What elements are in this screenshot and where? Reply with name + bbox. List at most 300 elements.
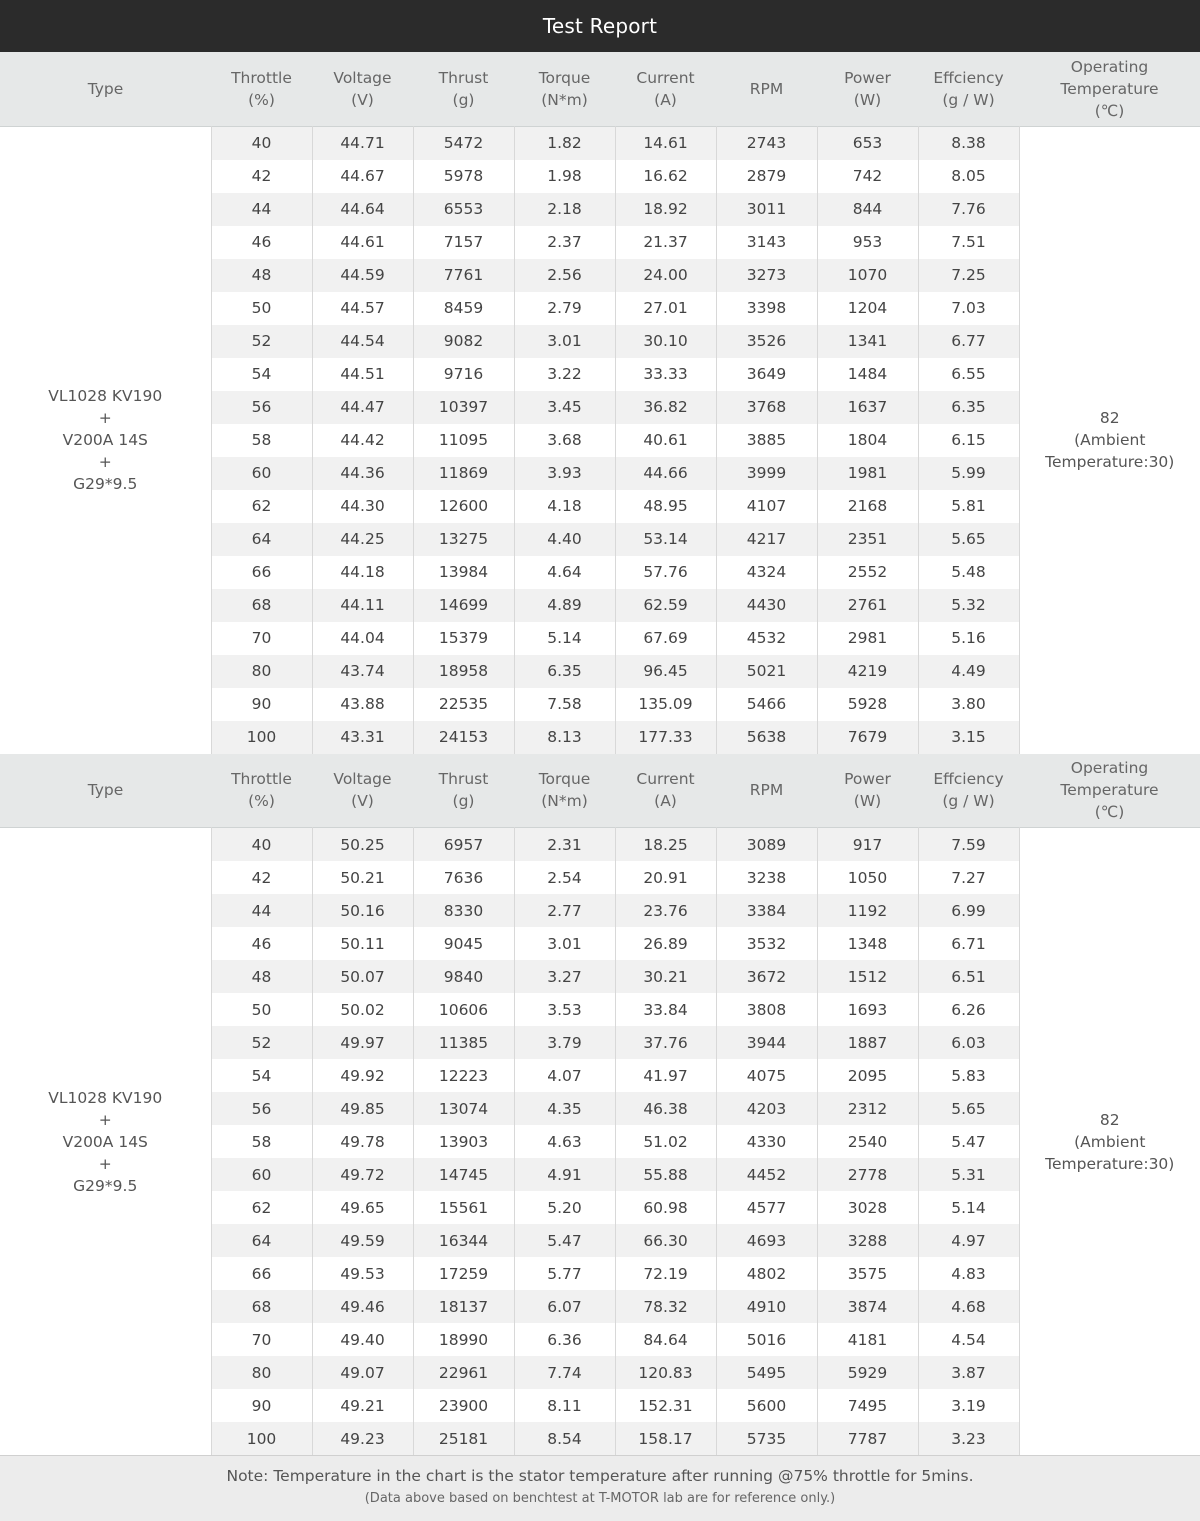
data-cell: 4.83	[918, 1257, 1019, 1290]
data-cell: 2.56	[514, 259, 615, 292]
data-cell: 7157	[413, 226, 514, 259]
data-cell: 3273	[716, 259, 817, 292]
data-cell: 60.98	[615, 1191, 716, 1224]
data-cell: 16.62	[615, 160, 716, 193]
data-cell: 3672	[716, 960, 817, 993]
data-cell: 50	[211, 292, 312, 325]
data-cell: 23.76	[615, 894, 716, 927]
data-cell: 4577	[716, 1191, 817, 1224]
data-cell: 36.82	[615, 391, 716, 424]
data-cell: 2552	[817, 556, 918, 589]
motor-type-cell: VL1028 KV190 + V200A 14S + G29*9.5	[48, 387, 163, 493]
data-cell: 9045	[413, 927, 514, 960]
column-header: Current (A)	[636, 770, 695, 811]
data-cell: 4075	[716, 1059, 817, 1092]
data-cell: 1887	[817, 1026, 918, 1059]
data-cell: 60	[211, 1158, 312, 1191]
data-cell: 4324	[716, 556, 817, 589]
data-cell: 5021	[716, 655, 817, 688]
data-cell: 13984	[413, 556, 514, 589]
data-cell: 44.47	[312, 391, 413, 424]
data-cell: 5.14	[514, 622, 615, 655]
data-cell: 11869	[413, 457, 514, 490]
data-cell: 70	[211, 1323, 312, 1356]
data-cell: 44.54	[312, 325, 413, 358]
data-cell: 5735	[716, 1422, 817, 1455]
data-cell: 46	[211, 226, 312, 259]
data-cell: 6.55	[918, 358, 1019, 391]
data-cell: 44.67	[312, 160, 413, 193]
data-cell: 4910	[716, 1290, 817, 1323]
data-cell: 50.11	[312, 927, 413, 960]
data-cell: 6.35	[918, 391, 1019, 424]
table-header-row	[0, 52, 1200, 126]
data-cell: 43.31	[312, 721, 413, 754]
data-cell: 2351	[817, 523, 918, 556]
data-cell: 58	[211, 424, 312, 457]
data-cell: 7787	[817, 1422, 918, 1455]
column-header: Effciency (g / W)	[933, 770, 1004, 811]
data-cell: 6.07	[514, 1290, 615, 1323]
data-cell: 84.64	[615, 1323, 716, 1356]
data-cell: 7679	[817, 721, 918, 754]
data-cell: 5.16	[918, 622, 1019, 655]
data-cell: 3.01	[514, 325, 615, 358]
data-cell: 653	[817, 126, 918, 160]
data-cell: 6.99	[918, 894, 1019, 927]
data-cell: 1341	[817, 325, 918, 358]
data-cell: 6.51	[918, 960, 1019, 993]
data-cell: 7.59	[918, 828, 1019, 862]
column-header: Voltage (V)	[333, 68, 392, 109]
data-cell: 5.14	[918, 1191, 1019, 1224]
data-cell: 44	[211, 193, 312, 226]
data-cell: 43.88	[312, 688, 413, 721]
column-header: Thrust (g)	[438, 770, 489, 811]
data-cell: 50.07	[312, 960, 413, 993]
data-cell: 48.95	[615, 490, 716, 523]
data-cell: 49.65	[312, 1191, 413, 1224]
data-cell: 152.31	[615, 1389, 716, 1422]
data-cell: 80	[211, 655, 312, 688]
data-cell: 4.07	[514, 1059, 615, 1092]
data-cell: 18.25	[615, 828, 716, 862]
motor-type-cell: VL1028 KV190 + V200A 14S + G29*9.5	[48, 1088, 163, 1195]
data-cell: 5.20	[514, 1191, 615, 1224]
data-cell: 3089	[716, 828, 817, 862]
data-cell: 12600	[413, 490, 514, 523]
data-cell: 90	[211, 688, 312, 721]
data-cell: 5.47	[918, 1125, 1019, 1158]
data-cell: 40	[211, 828, 312, 862]
data-cell: 6553	[413, 193, 514, 226]
data-cell: 12223	[413, 1059, 514, 1092]
column-header: Type	[87, 781, 124, 800]
data-cell: 3.01	[514, 927, 615, 960]
operating-temperature-cell: 82 (Ambient Temperature:30)	[1019, 126, 1200, 754]
data-cell: 40.61	[615, 424, 716, 457]
data-cell: 5.48	[918, 556, 1019, 589]
data-cell: 54	[211, 358, 312, 391]
column-header: Current (A)	[636, 68, 695, 109]
column-header: Thrust (g)	[438, 68, 489, 109]
data-cell: 11385	[413, 1026, 514, 1059]
data-cell: 49.07	[312, 1356, 413, 1389]
column-header: Voltage (V)	[333, 770, 392, 811]
data-cell: 3.27	[514, 960, 615, 993]
data-cell: 3885	[716, 424, 817, 457]
data-cell: 96.45	[615, 655, 716, 688]
data-cell: 90	[211, 1389, 312, 1422]
data-cell: 43.74	[312, 655, 413, 688]
data-cell: 24.00	[615, 259, 716, 292]
data-cell: 1693	[817, 993, 918, 1026]
data-cell: 1484	[817, 358, 918, 391]
data-cell: 49.85	[312, 1092, 413, 1125]
data-cell: 6.77	[918, 325, 1019, 358]
data-cell: 4.18	[514, 490, 615, 523]
data-cell: 2879	[716, 160, 817, 193]
data-cell: 44.64	[312, 193, 413, 226]
data-cell: 24153	[413, 721, 514, 754]
data-cell: 14745	[413, 1158, 514, 1191]
table-header-row	[0, 754, 1200, 828]
data-cell: 8330	[413, 894, 514, 927]
data-cell: 55.88	[615, 1158, 716, 1191]
data-cell: 15379	[413, 622, 514, 655]
data-cell: 1050	[817, 861, 918, 894]
data-cell: 7.03	[918, 292, 1019, 325]
column-header: Effciency (g / W)	[933, 68, 1004, 109]
column-header: Power (W)	[844, 68, 891, 109]
data-cell: 64	[211, 1224, 312, 1257]
data-cell: 4203	[716, 1092, 817, 1125]
data-cell: 4.35	[514, 1092, 615, 1125]
data-cell: 8459	[413, 292, 514, 325]
data-cell: 30.21	[615, 960, 716, 993]
data-cell: 50.02	[312, 993, 413, 1026]
data-cell: 44.30	[312, 490, 413, 523]
data-cell: 49.92	[312, 1059, 413, 1092]
data-cell: 7.25	[918, 259, 1019, 292]
data-cell: 44.59	[312, 259, 413, 292]
table-row	[0, 126, 1200, 160]
data-cell: 44.51	[312, 358, 413, 391]
data-cell: 49.59	[312, 1224, 413, 1257]
data-cell: 18990	[413, 1323, 514, 1356]
data-cell: 135.09	[615, 688, 716, 721]
operating-temperature-cell: 82 (Ambient Temperature:30)	[1019, 828, 1200, 1456]
data-cell: 2743	[716, 126, 817, 160]
column-header: RPM	[749, 781, 784, 800]
column-header: Torque (N*m)	[538, 770, 591, 811]
data-cell: 48	[211, 960, 312, 993]
data-cell: 6.71	[918, 927, 1019, 960]
data-cell: 66	[211, 1257, 312, 1290]
report-title: Test Report	[0, 0, 1200, 52]
data-cell: 5.81	[918, 490, 1019, 523]
data-cell: 1.82	[514, 126, 615, 160]
data-cell: 7.51	[918, 226, 1019, 259]
data-cell: 7.74	[514, 1356, 615, 1389]
data-cell: 44.11	[312, 589, 413, 622]
data-cell: 6957	[413, 828, 514, 862]
column-header: Throttle (%)	[231, 770, 292, 811]
data-cell: 3028	[817, 1191, 918, 1224]
data-cell: 3288	[817, 1224, 918, 1257]
data-cell: 52	[211, 325, 312, 358]
data-cell: 2.54	[514, 861, 615, 894]
data-cell: 5472	[413, 126, 514, 160]
column-header: Power (W)	[844, 770, 891, 811]
data-cell: 13074	[413, 1092, 514, 1125]
data-cell: 46	[211, 927, 312, 960]
data-cell: 14.61	[615, 126, 716, 160]
data-cell: 9716	[413, 358, 514, 391]
data-cell: 3768	[716, 391, 817, 424]
data-cell: 5.99	[918, 457, 1019, 490]
data-cell: 44.66	[615, 457, 716, 490]
data-cell: 3.53	[514, 993, 615, 1026]
data-cell: 3999	[716, 457, 817, 490]
data-cell: 2981	[817, 622, 918, 655]
data-cell: 5.65	[918, 1092, 1019, 1125]
data-cell: 56	[211, 1092, 312, 1125]
data-cell: 3649	[716, 358, 817, 391]
data-cell: 5.47	[514, 1224, 615, 1257]
data-cell: 3.15	[918, 721, 1019, 754]
data-cell: 4330	[716, 1125, 817, 1158]
data-cell: 3011	[716, 193, 817, 226]
note-text: Note: Temperature in the chart is the stator temperature after running @75% throttle for 5mins.	[226, 1467, 974, 1485]
data-cell: 10397	[413, 391, 514, 424]
data-cell: 6.36	[514, 1323, 615, 1356]
data-cell: 7.76	[918, 193, 1019, 226]
data-cell: 5.31	[918, 1158, 1019, 1191]
data-cell: 4181	[817, 1323, 918, 1356]
data-cell: 2168	[817, 490, 918, 523]
data-cell: 3532	[716, 927, 817, 960]
data-cell: 8.38	[918, 126, 1019, 160]
data-cell: 7636	[413, 861, 514, 894]
data-cell: 3944	[716, 1026, 817, 1059]
data-cell: 844	[817, 193, 918, 226]
data-cell: 3808	[716, 993, 817, 1026]
data-cell: 3143	[716, 226, 817, 259]
data-cell: 5929	[817, 1356, 918, 1389]
data-cell: 4107	[716, 490, 817, 523]
data-cell: 23900	[413, 1389, 514, 1422]
data-cell: 4802	[716, 1257, 817, 1290]
data-cell: 7.58	[514, 688, 615, 721]
data-cell: 1804	[817, 424, 918, 457]
data-cell: 67.69	[615, 622, 716, 655]
data-cell: 44.36	[312, 457, 413, 490]
data-cell: 5.83	[918, 1059, 1019, 1092]
data-cell: 49.53	[312, 1257, 413, 1290]
data-cell: 6.35	[514, 655, 615, 688]
data-cell: 3526	[716, 325, 817, 358]
data-cell: 14699	[413, 589, 514, 622]
data-cell: 22961	[413, 1356, 514, 1389]
data-cell: 18.92	[615, 193, 716, 226]
column-header: Type	[87, 79, 124, 98]
data-cell: 49.97	[312, 1026, 413, 1059]
data-cell: 78.32	[615, 1290, 716, 1323]
data-cell: 16344	[413, 1224, 514, 1257]
data-cell: 49.21	[312, 1389, 413, 1422]
data-cell: 56	[211, 391, 312, 424]
data-cell: 3398	[716, 292, 817, 325]
data-cell: 8.13	[514, 721, 615, 754]
data-cell: 54	[211, 1059, 312, 1092]
data-cell: 3.80	[918, 688, 1019, 721]
data-cell: 9082	[413, 325, 514, 358]
data-cell: 5638	[716, 721, 817, 754]
data-cell: 3874	[817, 1290, 918, 1323]
data-cell: 1192	[817, 894, 918, 927]
data-cell: 30.10	[615, 325, 716, 358]
data-cell: 5600	[716, 1389, 817, 1422]
data-cell: 6.03	[918, 1026, 1019, 1059]
data-cell: 8.05	[918, 160, 1019, 193]
data-cell: 44.42	[312, 424, 413, 457]
column-header: Operating Temperature (℃)	[1060, 759, 1159, 822]
data-cell: 1.98	[514, 160, 615, 193]
data-cell: 4.63	[514, 1125, 615, 1158]
data-cell: 1512	[817, 960, 918, 993]
data-cell: 4219	[817, 655, 918, 688]
data-cell: 66.30	[615, 1224, 716, 1257]
data-cell: 1204	[817, 292, 918, 325]
test-report-table	[0, 52, 1200, 1455]
data-cell: 26.89	[615, 927, 716, 960]
data-cell: 58	[211, 1125, 312, 1158]
data-cell: 2540	[817, 1125, 918, 1158]
data-cell: 1981	[817, 457, 918, 490]
data-cell: 2.77	[514, 894, 615, 927]
column-header: Throttle (%)	[231, 68, 292, 109]
data-cell: 51.02	[615, 1125, 716, 1158]
data-cell: 20.91	[615, 861, 716, 894]
data-cell: 2.31	[514, 828, 615, 862]
data-cell: 60	[211, 457, 312, 490]
data-cell: 44.71	[312, 126, 413, 160]
data-cell: 15561	[413, 1191, 514, 1224]
data-cell: 3384	[716, 894, 817, 927]
data-cell: 66	[211, 556, 312, 589]
data-cell: 4430	[716, 589, 817, 622]
data-cell: 44.57	[312, 292, 413, 325]
data-cell: 18137	[413, 1290, 514, 1323]
data-cell: 42	[211, 861, 312, 894]
data-cell: 44.18	[312, 556, 413, 589]
data-cell: 742	[817, 160, 918, 193]
data-cell: 5016	[716, 1323, 817, 1356]
data-cell: 2.37	[514, 226, 615, 259]
data-cell: 27.01	[615, 292, 716, 325]
data-cell: 5466	[716, 688, 817, 721]
data-cell: 72.19	[615, 1257, 716, 1290]
data-cell: 68	[211, 1290, 312, 1323]
data-cell: 21.37	[615, 226, 716, 259]
data-cell: 5495	[716, 1356, 817, 1389]
data-cell: 120.83	[615, 1356, 716, 1389]
data-cell: 49.46	[312, 1290, 413, 1323]
data-cell: 7495	[817, 1389, 918, 1422]
data-cell: 46.38	[615, 1092, 716, 1125]
data-cell: 3238	[716, 861, 817, 894]
data-cell: 13903	[413, 1125, 514, 1158]
data-cell: 4.97	[918, 1224, 1019, 1257]
data-cell: 3.79	[514, 1026, 615, 1059]
column-header: Operating Temperature (℃)	[1060, 57, 1159, 120]
data-cell: 1070	[817, 259, 918, 292]
data-cell: 2095	[817, 1059, 918, 1092]
data-cell: 2778	[817, 1158, 918, 1191]
data-cell: 11095	[413, 424, 514, 457]
data-cell: 17259	[413, 1257, 514, 1290]
data-cell: 33.33	[615, 358, 716, 391]
data-cell: 100	[211, 721, 312, 754]
data-cell: 3.22	[514, 358, 615, 391]
data-cell: 10606	[413, 993, 514, 1026]
data-cell: 3.87	[918, 1356, 1019, 1389]
data-cell: 50.16	[312, 894, 413, 927]
data-cell: 100	[211, 1422, 312, 1455]
data-cell: 1348	[817, 927, 918, 960]
data-cell: 4.89	[514, 589, 615, 622]
disclaimer-text: (Data above based on benchtest at T-MOTOR lab are for reference only.)	[364, 1491, 836, 1506]
data-cell: 49.23	[312, 1422, 413, 1455]
data-cell: 2312	[817, 1092, 918, 1125]
data-cell: 5928	[817, 688, 918, 721]
data-cell: 44.61	[312, 226, 413, 259]
data-cell: 7761	[413, 259, 514, 292]
data-cell: 1637	[817, 391, 918, 424]
data-cell: 62.59	[615, 589, 716, 622]
data-cell: 64	[211, 523, 312, 556]
data-cell: 44	[211, 894, 312, 927]
data-cell: 5.65	[918, 523, 1019, 556]
column-header: Torque (N*m)	[538, 68, 591, 109]
data-cell: 4217	[716, 523, 817, 556]
data-cell: 6.15	[918, 424, 1019, 457]
data-cell: 4.40	[514, 523, 615, 556]
data-cell: 50.25	[312, 828, 413, 862]
data-cell: 2761	[817, 589, 918, 622]
data-cell: 62	[211, 1191, 312, 1224]
data-cell: 4452	[716, 1158, 817, 1191]
data-cell: 3.23	[918, 1422, 1019, 1455]
footnote	[0, 1455, 1200, 1521]
data-cell: 4.68	[918, 1290, 1019, 1323]
data-cell: 158.17	[615, 1422, 716, 1455]
data-cell: 2.79	[514, 292, 615, 325]
data-cell: 9840	[413, 960, 514, 993]
data-cell: 3575	[817, 1257, 918, 1290]
data-cell: 5.32	[918, 589, 1019, 622]
data-cell: 44.04	[312, 622, 413, 655]
data-cell: 33.84	[615, 993, 716, 1026]
data-cell: 52	[211, 1026, 312, 1059]
data-cell: 80	[211, 1356, 312, 1389]
data-cell: 41.97	[615, 1059, 716, 1092]
data-cell: 37.76	[615, 1026, 716, 1059]
data-cell: 44.25	[312, 523, 413, 556]
data-cell: 4.54	[918, 1323, 1019, 1356]
data-cell: 57.76	[615, 556, 716, 589]
